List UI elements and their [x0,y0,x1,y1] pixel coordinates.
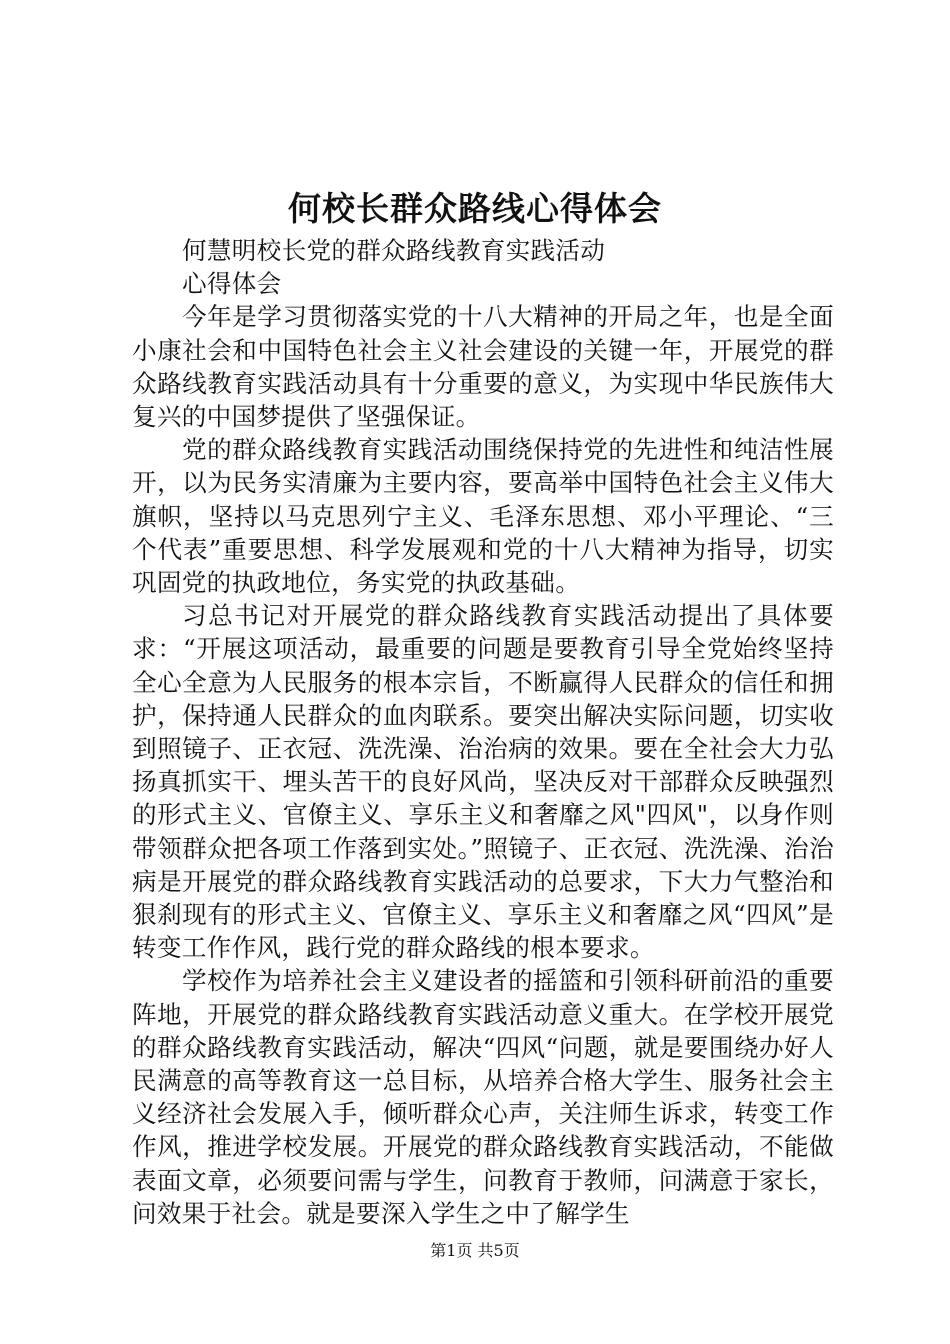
paragraph-4: 学校作为培养社会主义建设者的摇篮和引领科研前沿的重要阵地，开展党的群众路线教育实践活动意义重大。在学校开展党的群众路线教育实践活动，解决“四风“问题，就是要围绕办好人民满意的高等教育这一总目标，从培养合格大学生、服务社会主义经济社会发展入手，倾听群众心声，关注师生诉求，转变工作作风，推进学校发展。开展党的群众路线教育实践活动，不能做表面文章，必须要问需与学生，问教育于教师，问满意于家长，问效果于社会。就是要深入学生之中了解学生 [132,966,834,1228]
paragraph-2: 党的群众路线教育实践活动围绕保持党的先进性和纯洁性展开，以为民务实清廉为主要内容，要高举中国特色社会主义伟大旗帜，坚持以马克思列宁主义、毛泽东思想、邓小平理论、“三个代表”重要思想、科学发展观和党的十八大精神为指导，切实巩固党的执政地位，务实党的执政基础。 [132,435,834,598]
subtitle-line-1: 何慧明校长党的群众路线教育实践活动 [182,236,606,265]
paragraph-1: 今年是学习贯彻落实党的十八大精神的开局之年，也是全面小康社会和中国特色社会主义社会建设的关键一年，开展党的群众路线教育实践活动具有十分重要的意义，为实现中华民族伟大复兴的中国梦提供了坚强保证。 [132,302,834,432]
subtitle-line-2: 心得体会 [182,269,282,299]
paragraph-3: 习总书记对开展党的群众路线教育实践活动提出了具体要求：“开展这项活动，最重要的问题是要教育引导全党始终坚持全心全意为人民服务的根本宗旨，不断赢得人民群众的信任和拥护，保持通人民群众的血肉联系。要突出解决实际问题，切实收到照镜子、正衣冠、洗洗澡、治治病的效果。要在全社会大力弘扬真抓实干、埋头苦干的良好风尚，坚决反对干部群众反映强烈的形式主义、官僚主义、享乐主义和奢靡之风"四风"，以身作则带领群众把各项工作落到实处。”照镜子、正衣冠、洗洗澡、治治病是开展党的群众路线教育实践活动的总要求，下大力气整治和狠刹现有的形式主义、官僚主义、享乐主义和奢靡之风“四风”是转变工作作风，践行党的群众路线的根本要求。 [132,601,834,963]
page-footer: 第1页 共5页 [430,1241,520,1260]
document-title: 何校长群众路线心得体会 [288,189,662,228]
document-body [132,234,834,1230]
